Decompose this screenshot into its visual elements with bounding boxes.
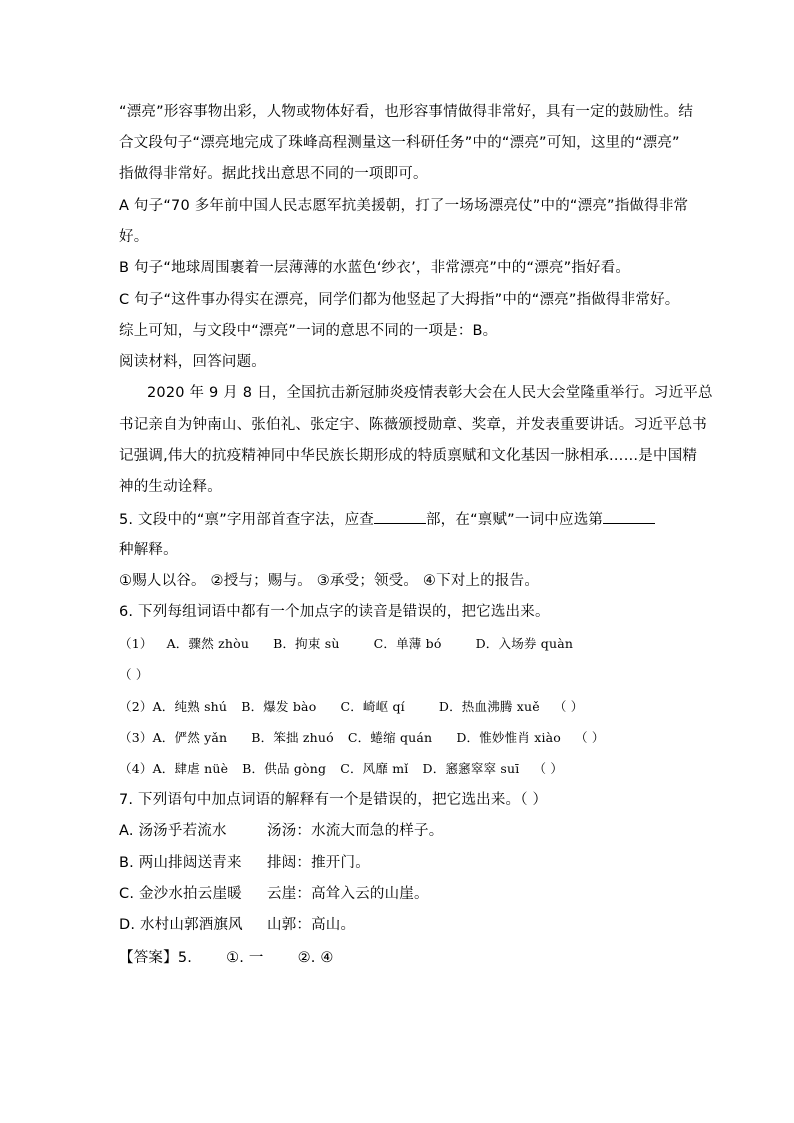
q6-g2-num: （2） xyxy=(119,699,153,714)
q6-g2-c: C．崎岖 qí xyxy=(340,699,405,714)
option-c-line: C 句子“这件事办得实在漂亮，同学们都为他竖起了大拇指”中的“漂亮”指做得非常好。 xyxy=(119,292,680,308)
q7-option-b xyxy=(119,853,370,873)
q6-g1-a: A．骤然 zhòu xyxy=(166,636,250,651)
q6-g4-d: D．窸窸窣窣 suī xyxy=(422,761,520,776)
q5-text-1: 5. 文段中的“禀”字用部首查字法，应查 xyxy=(119,512,374,528)
q6-g3-c: C．蜷缩 quán xyxy=(347,730,433,745)
q6-g1-d: D．入场券 quàn xyxy=(475,636,574,651)
q6-g4-c: C．风靡 mǐ xyxy=(340,761,409,776)
q7-option-d xyxy=(119,915,355,935)
q7-d-gloss: 山郭：高山。 xyxy=(267,917,356,933)
material-line-2: 书记亲自为钟南山、张伯礼、张定宇、陈薇颁授勋章、奖章，并发表重要讲话。习近平总书 xyxy=(119,417,707,433)
q6-g4-b: B．供品 gòng xyxy=(242,761,327,776)
q5-line-2: 种解释。 xyxy=(119,542,178,558)
explanation-line-1: “漂亮”形容事物出彩，人物或物体好看，也形容事情做得非常好，具有一定的鼓励性。结 xyxy=(119,104,694,120)
q6-group-3 xyxy=(119,728,605,748)
explanation-line-3: 指做得非常好。据此找出意思不同的一项即可。 xyxy=(119,166,428,182)
q7-d-sentence: D. 水村山郭酒旗风 xyxy=(119,917,243,933)
q7-c-gloss: 云崖：高耸入云的山崖。 xyxy=(267,886,429,902)
q7-option-a xyxy=(119,821,443,841)
answer-2: ②. ④ xyxy=(297,950,334,966)
q6-g3-paren[interactable]: （ ） xyxy=(575,730,605,745)
q7-a-gloss: 汤汤：水流大而急的样子。 xyxy=(267,823,444,839)
q6-g4-num: （4） xyxy=(119,761,153,776)
q6-g2-d: D．热血沸腾 xuě xyxy=(438,699,540,714)
summary-line: 综上可知，与文段中“漂亮”一词的意思不同的一项是：B。 xyxy=(119,323,498,339)
q6-g1-b: B．拘束 sù xyxy=(273,636,340,651)
q6-g4-paren[interactable]: （ ） xyxy=(533,761,564,776)
option-a-line-1: A 句子“70 多年前中国人民志愿军抗美援朝，打了一场场漂亮仗”中的“漂亮”指做得非常 xyxy=(119,198,689,214)
answer-1: ①. 一 xyxy=(226,950,264,966)
q7-b-sentence: B. 两山排闼送青来 xyxy=(119,855,242,871)
q7-c-sentence: C. 金沙水拍云崖暖 xyxy=(119,886,242,902)
q7-option-c xyxy=(119,884,429,904)
q7-b-gloss: 排闼：推开门。 xyxy=(267,855,370,871)
question-5 xyxy=(119,509,655,530)
answer-num: 5. xyxy=(177,950,193,966)
q6-g1-paren[interactable]: （ ） xyxy=(119,667,149,682)
q6-g1-c: C．单薄 bó xyxy=(373,636,442,651)
q6-g1-num: （1） xyxy=(119,636,153,651)
q6-g2-a: A．纯熟 shú xyxy=(152,699,228,714)
q6-g2-b: B．爆发 bào xyxy=(241,699,317,714)
q5-blank-meaning[interactable] xyxy=(603,509,655,524)
option-b-line: B 句子“地球周围裹着一层薄薄的水蓝色‘纱衣’，非常漂亮”中的“漂亮”指好看。 xyxy=(119,260,631,276)
q5-options: ①赐人以谷。 ②授与；赐与。 ③承受；领受。 ④下对上的报告。 xyxy=(119,573,540,589)
material-line-3: 记强调,伟大的抗疫精神同中华民族长期形成的特质禀赋和文化基因一脉相承……是中国精 xyxy=(119,448,698,464)
explanation-line-2: 合文段句子“漂亮地完成了珠峰高程测量这一科研任务”中的“漂亮”可知，这里的“漂亮” xyxy=(119,135,680,151)
q6-group-2 xyxy=(119,697,583,717)
q6-g4-a: A．肆虐 nüè xyxy=(152,761,229,776)
q5-text-2: 部，在“禀赋”一词中应选第 xyxy=(425,512,604,528)
answer-label: 【答案】 xyxy=(119,950,178,966)
q6-group-4 xyxy=(119,759,563,779)
answer-line xyxy=(119,948,334,968)
material-line-4: 神的生动诠释。 xyxy=(119,479,222,495)
q6-g3-a: A．俨然 yǎn xyxy=(152,730,228,745)
q6-g3-b: B．笨拙 zhuó xyxy=(251,730,334,745)
q6-stem: 6. 下列每组词语中都有一个加点字的读音是错误的，把它选出来。 xyxy=(119,604,550,620)
q5-blank-radical[interactable] xyxy=(374,509,426,524)
material-line-1: 2020 年 9 月 8 日，全国抗击新冠肺炎疫情表彰大会在人民大会堂隆重举行。习近平总 xyxy=(147,385,713,401)
q6-g2-paren[interactable]: （ ） xyxy=(553,699,584,714)
reading-heading: 阅读材料，回答问题。 xyxy=(119,354,266,370)
option-a-line-2: 好。 xyxy=(119,229,149,245)
q6-g3-num: （3） xyxy=(119,730,153,745)
q7-a-sentence: A. 汤汤乎若流水 xyxy=(119,823,227,839)
q6-g3-d: D．惟妙惟肖 xiào xyxy=(456,730,562,745)
q7-stem: 7. 下列语句中加点词语的解释有一个是错误的，把它选出来。（ ） xyxy=(119,792,548,808)
q6-group-1 xyxy=(119,634,573,654)
